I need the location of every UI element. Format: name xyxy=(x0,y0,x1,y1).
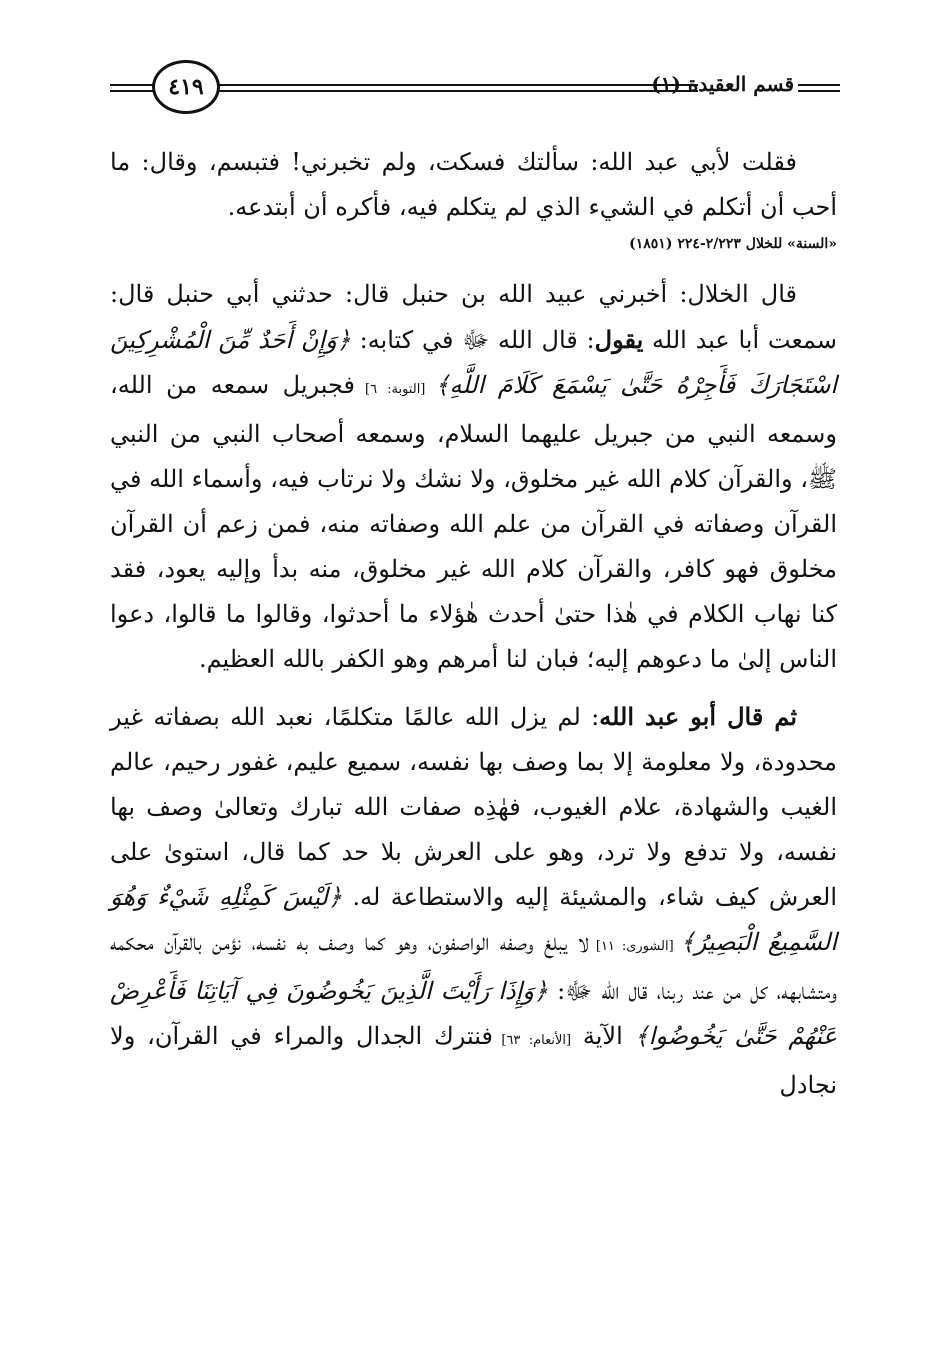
header-rule xyxy=(218,84,698,86)
verse-reference: [الأنعام: ٦٣] xyxy=(493,1033,572,1048)
paragraph-3-text: فنترك الجدال والمراء في القرآن، ولا نجادل xyxy=(110,1022,837,1099)
header-rule xyxy=(110,90,158,92)
page-header xyxy=(110,60,840,130)
paragraph-3 xyxy=(110,694,837,1108)
verse-reference: [التوبة: ٦] xyxy=(355,382,436,397)
quran-verse: ﴿وَإِذَا رَأَيْتَ الَّذِينَ يَخُوضُونَ فِي آيَاتِنَا فَأَعْرِضْ عَنْهُمْ حَتَّىٰ يَخُوضُوا﴾ xyxy=(110,977,837,1050)
paragraph-2-text: قال الخلال: أخبرني عبيد الله بن حنبل قال: حدثني أبي حنبل قال: سمعت أبا عبد الله xyxy=(110,280,838,354)
paragraph-2 xyxy=(110,272,837,682)
verse-reference: [الشورى: ١١] xyxy=(588,939,681,954)
paragraph-3-text: : لم يزل الله عالمًا متكلمًا، نعبد الله بصفاته غير محدودة، ولا معلومة إلا بما وصف بها نفسه، سميع عليم، غفور رحيم، عالم الغيب والشهادة، علام الغيوب، فهٰذِه صفات الله تبارك وتعالىٰ وصف بها نفسه، ولا تدفع ولا ترد، وهو على العرش بلا حد كما قال، استوىٰ على العرش كيف شاء، والمشيئة إليه والاستطاعة له. xyxy=(110,703,837,911)
page-body xyxy=(110,140,837,1108)
page-number: ٤١٩ xyxy=(152,60,220,114)
header-rule xyxy=(110,84,158,86)
paragraph-3-text: الآية xyxy=(571,1022,635,1050)
header-rule xyxy=(798,90,840,92)
quran-verse: ﴿لَيْسَ كَمِثْلِهِ شَيْءٌ وَهُوَ السَّمِيعُ الْبَصِيرُ﴾ xyxy=(110,883,837,956)
header-rule xyxy=(798,84,840,86)
paragraph-3-lead: ثم قال أبو عبد الله xyxy=(599,702,797,731)
header-rule xyxy=(218,90,698,92)
paragraph-2-bold: يقول xyxy=(594,325,644,354)
quran-verse: ﴿وَإِنْ أَحَدٌ مِّنَ الْمُشْرِكِينَ اسْتَجَارَكَ فَأَجِرْهُ حَتَّىٰ يَسْمَعَ كَلَامَ اللَّهِ﴾ xyxy=(110,326,837,399)
paragraph-2-text: فجبريل سمعه من الله، وسمعه النبي من جبريل عليهما السلام، وسمعه أصحاب النبي من النبي ﷺ، والقرآن كلام الله غير مخلوق، ولا نشك ولا نرتاب فيه، وأسماء الله في القرآن وصفاته في القرآن من علم الله وصفاته منه، فمن زعم أن القرآن مخلوق فهو كافر، والقرآن كلام الله غير مخلوق، منه بدأ وإليه يعود، فقد كنا نهاب الكلام في هٰذا حتىٰ أحدث هٰؤلاء ما أحدثوا، وقالوا ما قالوا، دعوا الناس إلىٰ ما دعوهم إليه؛ فبان لنا أمرهم وهو الكفر بالله العظيم. xyxy=(110,371,837,673)
running-title: قسم العقيدة (١) xyxy=(651,72,794,96)
citation: «السنة» للخلال ٢/٢٢٣-٢٢٤ (١٨٥١) xyxy=(629,236,837,252)
paragraph-3-text: لا يبلغ وصفه الواصفون، وهو كما وصف به نفسه، نؤمن بالقرآن محكمه ومتشابهه، كل من عند ربنا، قال الله ﷻ: xyxy=(110,928,837,1005)
paragraph-1: فقلت لأبي عبد الله: سألتك فسكت، ولم تخبرني! فتبسم، وقال: ما أحب أن أتكلم في الشيء الذي لم يتكلم فيه، فأكره أن أبتدعه. xyxy=(110,148,837,221)
paragraph-2-text: : قال الله ﷻ في كتابه: xyxy=(350,326,595,354)
